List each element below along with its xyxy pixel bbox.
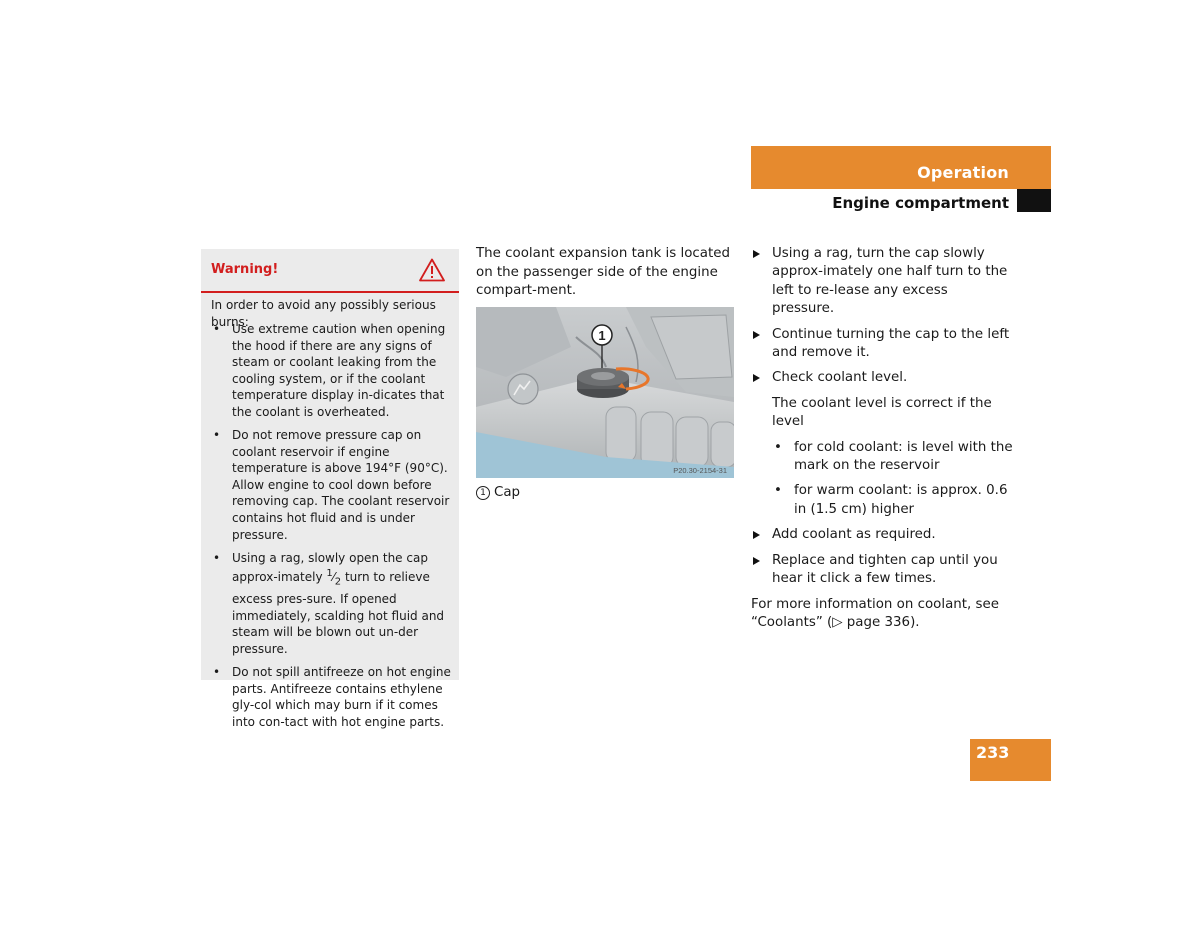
warning-triangle-icon [419,258,445,282]
coolant-level-condition: • for warm coolant: is approx. 0.6 in (1.5 cm) higher [751,482,1013,519]
subsection-title: Engine compartment [832,194,1009,212]
fraction-denominator: 2 [334,576,342,588]
coolant-tank-location-text: The coolant expansion tank is located on the passenger side of the engine compart-ment. [476,246,730,298]
section-header-bar [751,146,1051,189]
coolant-tank-illustration [476,307,734,478]
caption-number: 1 [476,486,490,500]
fraction-slash: ⁄ [332,570,335,585]
instruction-step: Check coolant level. [751,369,1013,387]
callout-number: 1 [598,328,606,343]
image-caption [476,484,520,502]
warning-header [201,249,459,293]
warning-item: • Do not spill antifreeze on hot engine parts. Antifreeze contains ethylene gly-col which may burn if it comes into con-tact with hot engine parts. [211,664,453,730]
instruction-step: Using a rag, turn the cap slowly approx-imately one half turn to the left to re-lease any excess pressure. [751,245,1013,319]
page-number: 233 [976,743,1010,762]
warning-item [211,550,453,658]
warning-title: Warning! [211,262,279,277]
instruction-step: Add coolant as required. [751,526,1013,544]
subsection-marker [1017,189,1051,212]
section-title: Operation [917,163,1009,182]
warning-item-text: Using a rag, slowly open the cap approx-imately [232,550,428,585]
more-info-reference: For more information on coolant, see “Coolants” (▷ page 336). [751,596,999,630]
warning-item: • Do not remove pressure cap on coolant reservoir if engine temperature is above 194°F (90°C). Allow engine to cool down before removing cap. The coolant reservoir contains hot fluid and is under pressure. [211,427,453,543]
image-code: P20.30-2154-31 [673,466,727,475]
warning-item-text: turn to relieve excess pres-sure. If opened immediately, scalding hot fluid and steam will be blown out un-der pressure. [232,570,445,657]
warning-item: • Use extreme caution when opening the hood if there are any signs of steam or coolant leaking from the cooling system, or if the coolant temperature display in-dicates that the coolant is overheated. [211,321,453,421]
fraction-numerator: 1 [326,568,333,580]
coolant-level-condition: • for cold coolant: is level with the mark on the reservoir [751,439,1013,476]
warning-box [201,249,459,729]
warning-intro: In order to avoid any possibly serious burns: [211,298,436,329]
instructions-column [751,245,1013,639]
coolant-level-note: The coolant level is correct if the level [772,395,992,430]
instruction-step: Continue turning the cap to the left and remove it. [751,326,1013,363]
warning-list [211,321,453,737]
caption-text: Cap [494,485,521,500]
instruction-step: Replace and tighten cap until you hear it click a few times. [751,552,1013,589]
page-number-tab [970,739,1051,781]
